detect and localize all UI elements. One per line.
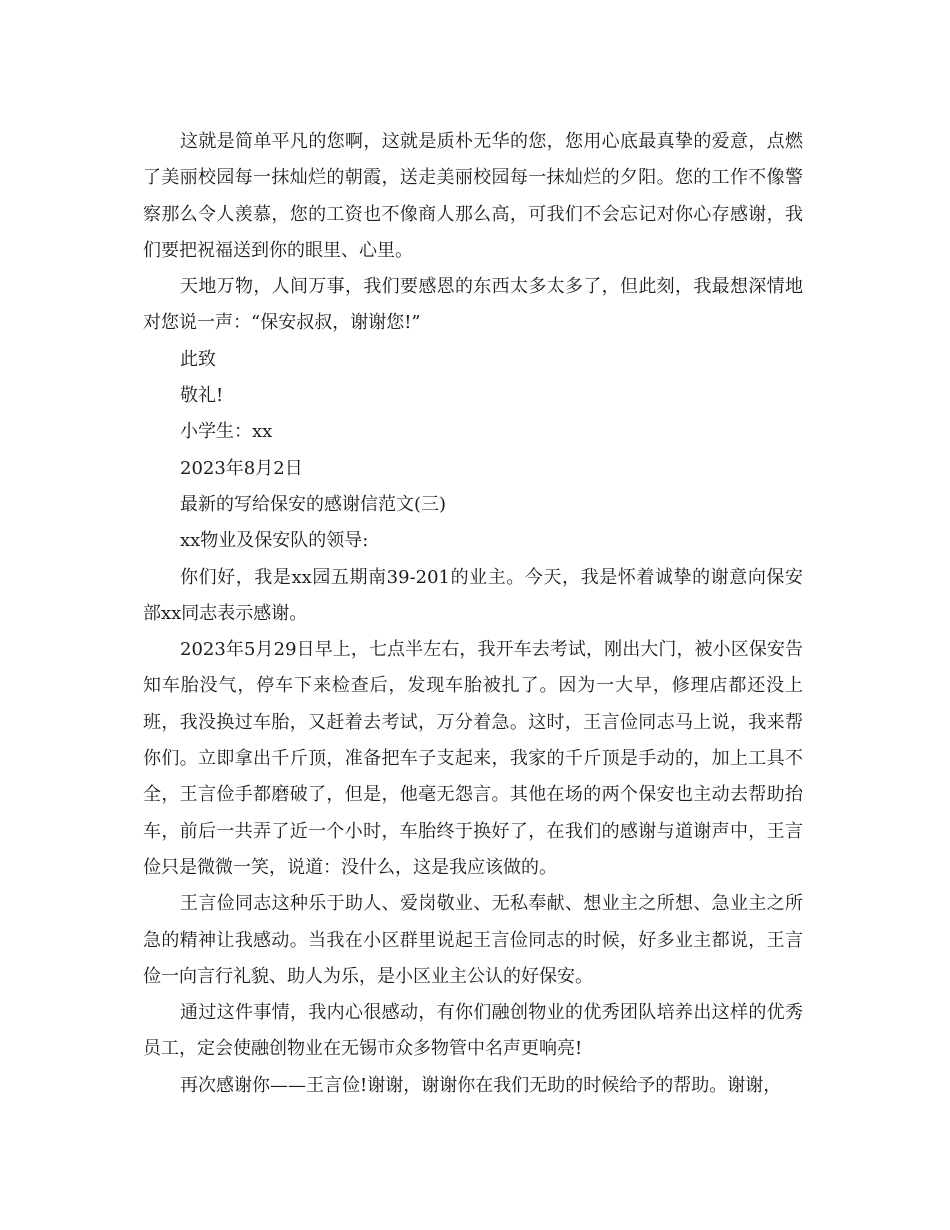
paragraph: 再次感谢你——王言俭!谢谢，谢谢你在我们无助的时候给予的帮助。谢谢， bbox=[180, 1074, 782, 1096]
closing-regards: 敬礼! bbox=[180, 385, 224, 407]
paragraph: 天地万物，人间万事，我们要感恩的东西太多太多了，但此刻，我最想深情地对您说一声：“保安叔叔，谢谢您!” bbox=[143, 276, 803, 334]
recipient-greeting: xx物业及保安队的领导: bbox=[180, 530, 369, 552]
closing-salutation: 此致 bbox=[180, 348, 216, 370]
paragraph: 王言俭同志这种乐于助人、爱岗敬业、无私奉献、想业主之所想、急业主之所急的精神让我感动。当我在小区群里说起王言俭同志的时候，好多业主都说，王言俭一向言行礼貌、助人为乐，是小区业主公认的好保安。 bbox=[143, 893, 803, 987]
paragraph: 2023年5月29日早上，七点半左右，我开车去考试，刚出大门，被小区保安告知车胎没气，停车下来检查后，发现车胎被扎了。因为一大早，修理店都还没上班，我没换过车胎，又赶着去考试，万分着急。这时，王言俭同志马上说，我来帮你们。立即拿出千斤顶，准备把车子支起来，我家的千斤顶是手动的，加上工具不全，王言俭手都磨破了，但是，他毫无怨言。其他在场的两个保安也主动去帮助抬车，前后一共弄了近一个小时，车胎终于换好了，在我们的感谢与道谢声中，王言俭只是微微一笑，说道：没什么，这是我应该做的。 bbox=[143, 639, 803, 878]
paragraph: 通过这件事情，我内心很感动，有你们融创物业的优秀团队培养出这样的优秀员工，定会使融创物业在无锡市众多物管中名声更响亮! bbox=[143, 1002, 803, 1060]
paragraph: 你们好，我是xx园五期南39-201的业主。今天，我是怀着诚挚的谢意向保安部xx同志表示感谢。 bbox=[143, 566, 803, 624]
letter-body bbox=[143, 124, 803, 1104]
signature: 小学生：xx bbox=[180, 421, 273, 443]
paragraph: 这就是简单平凡的您啊，这就是质朴无华的您，您用心底最真挚的爱意，点燃了美丽校园每一抹灿烂的朝霞，送走美丽校园每一抹灿烂的夕阳。您的工作不像警察那么令人羡慕，您的工资也不像商人那么高，可我们不会忘记对你心存感谢，我们要把祝福送到你的眼里、心里。 bbox=[143, 131, 803, 261]
letter-date: 2023年8月2日 bbox=[180, 457, 303, 479]
section-title: 最新的写给保安的感谢信范文(三) bbox=[180, 493, 447, 515]
